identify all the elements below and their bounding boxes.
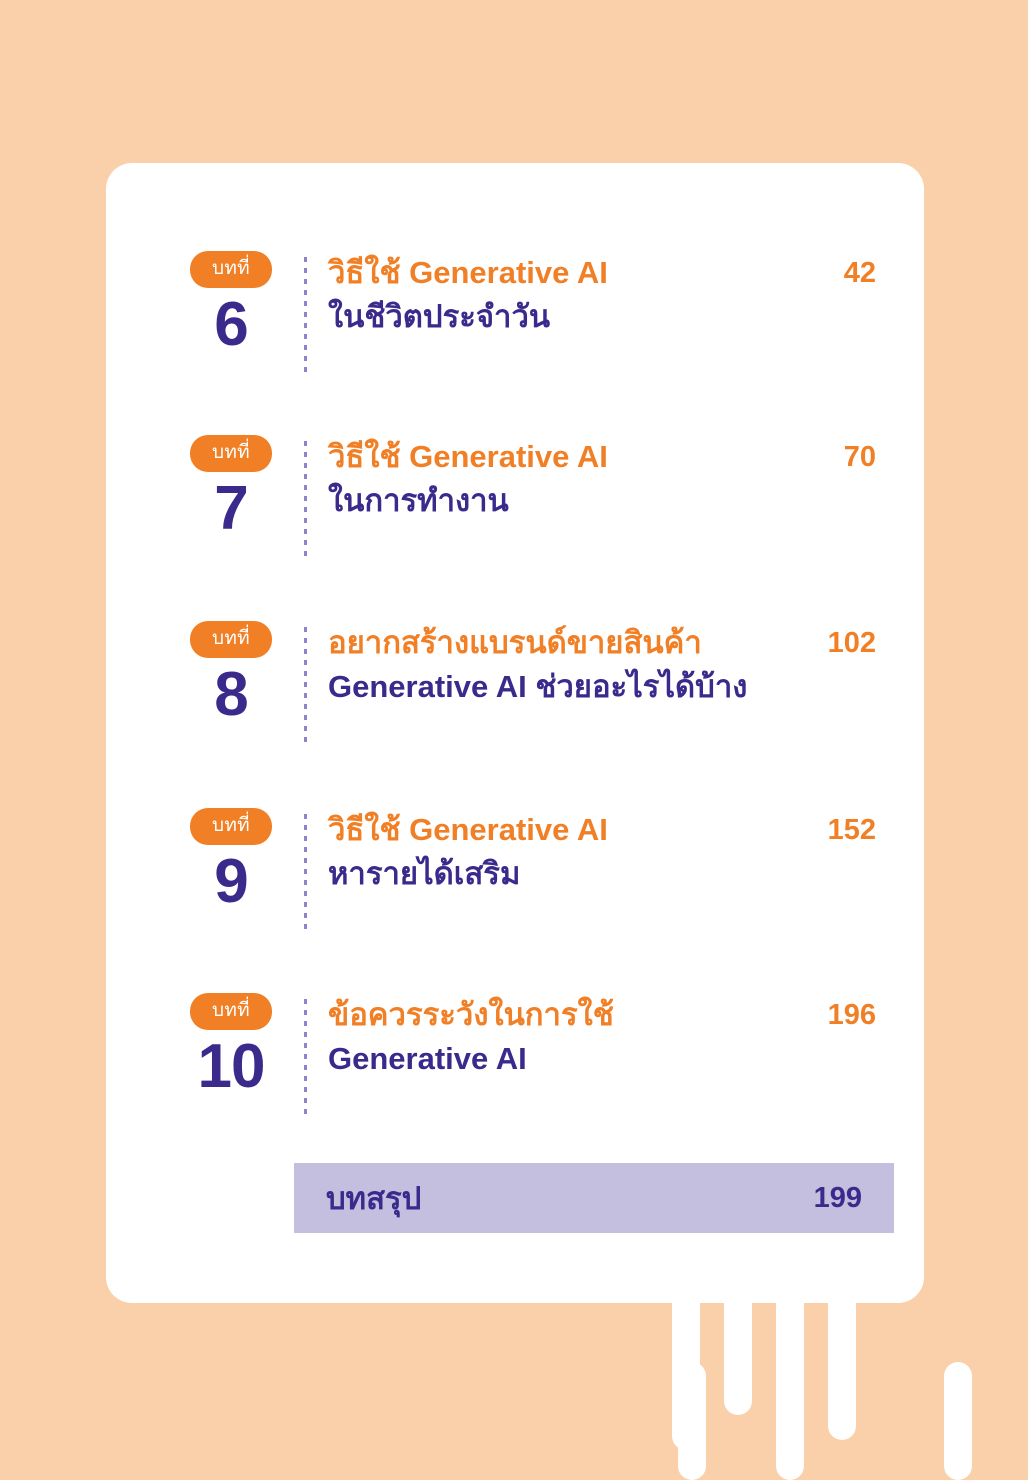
- chapter-column: [176, 251, 286, 359]
- entry-title-line1: วิธีใช้ Generative AI: [328, 812, 608, 847]
- entry-title-line2: Generative AI ช่วยอะไรได้บ้าง: [328, 669, 748, 704]
- content-card: [106, 163, 924, 1303]
- entry-page-number: 42: [843, 257, 876, 289]
- chapter-number: 8: [214, 660, 248, 729]
- summary-label: บทสรุป: [326, 1181, 422, 1216]
- entry-title-line1: วิธีใช้ Generative AI: [328, 255, 608, 290]
- chapter-chip-label: บทที่: [190, 251, 272, 288]
- decorative-bars: [106, 1290, 924, 1480]
- chapter-chip-label: บทที่: [190, 435, 272, 472]
- entry-title-line2: Generative AI: [328, 1041, 527, 1076]
- entry-title-line1: อยากสร้างแบรนด์ขายสินค้า: [328, 625, 702, 660]
- chapter-column: [176, 435, 286, 543]
- decorative-bar: [944, 1362, 972, 1480]
- entry-title-line2: ในการทำงาน: [328, 483, 509, 518]
- chapter-column: [176, 808, 286, 916]
- chapter-number: 6: [214, 290, 248, 359]
- entry-title-line1: วิธีใช้ Generative AI: [328, 439, 608, 474]
- entry-divider: [304, 441, 307, 559]
- entry-page-number: 102: [827, 627, 876, 659]
- entry-divider: [304, 627, 307, 745]
- chapter-number: 10: [197, 1032, 265, 1101]
- entry-title-line2: ในชีวิตประจำวัน: [328, 299, 551, 334]
- entry-page-number: 152: [827, 814, 876, 846]
- summary-page-number: 199: [813, 1181, 862, 1214]
- entry-title: [328, 435, 798, 523]
- entry-page-number: 196: [827, 999, 876, 1031]
- chapter-chip-label: บทที่: [190, 621, 272, 658]
- entry-divider: [304, 814, 307, 932]
- entry-title: [328, 251, 798, 339]
- decorative-bar: [678, 1362, 706, 1480]
- chapter-column: [176, 621, 286, 729]
- chapter-number: 9: [214, 847, 248, 916]
- entry-title-line2: หารายได้เสริม: [328, 856, 521, 891]
- chapter-chip-label: บทที่: [190, 808, 272, 845]
- decorative-bar: [724, 1290, 752, 1415]
- entry-divider: [304, 999, 307, 1117]
- entry-title: [328, 808, 798, 896]
- chapter-number: 7: [214, 474, 248, 543]
- summary-row[interactable]: [294, 1163, 894, 1233]
- entry-page-number: 70: [843, 441, 876, 473]
- chapter-chip-label: บทที่: [190, 993, 272, 1030]
- decorative-bar: [828, 1290, 856, 1440]
- entry-title: [328, 993, 798, 1081]
- chapter-column: [176, 993, 286, 1101]
- entry-title-line1: ข้อควรระวังในการใช้: [328, 997, 614, 1032]
- entry-divider: [304, 257, 307, 375]
- decorative-bar: [776, 1290, 804, 1480]
